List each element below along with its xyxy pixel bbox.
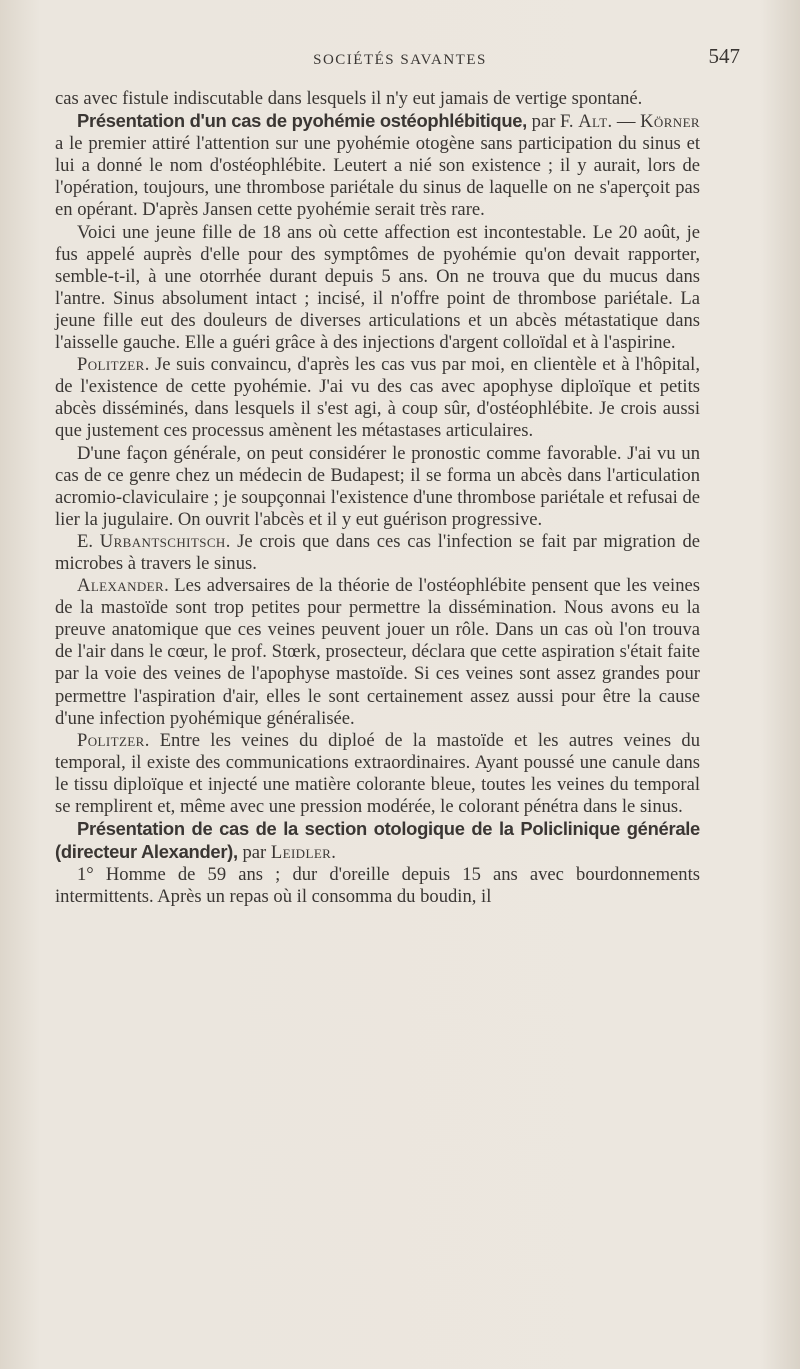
running-head bbox=[60, 44, 740, 74]
paragraph-text: . Je suis convaincu, d'après les cas vus par moi, en clientèle et à l'hôpital, de l'existence de cette pyohémie. J'ai vu des cas avec apophyse diploïque et petits abcès disséminés, dans lesquels il s'est agi, à coup sûr, d'ostéophlébite. Je crois aussi que justement ces processus amènent les métastases articulaires. bbox=[55, 354, 700, 442]
byline-suffix: . bbox=[331, 842, 336, 864]
author-name: Alt bbox=[578, 111, 608, 133]
paragraph-text: a le premier attiré l'attention sur une pyohémie otogène sans participation du sinus et lui a donné le nom d'ostéophlébite. Leutert a nié son existence ; il y aurait, lors de l'opération, toujours, une thrombose pariétale du sinus de laquelle on ne s'aperçoit pas en opérant. D'après Jansen cette pyohémie serait très rare. bbox=[55, 133, 700, 221]
paragraph-text: . Les adversaires de la théorie de l'ostéophlébite pensent que les veines de la mastoïde sont trop petites pour permettre la dissémination. Nous avons eu la preuve anatomique que ces veines peuvent jouer un rôle. Dans un cas où l'on trouva de l'air dans le cœur, le prof. Stœrk, prosecteur, déclara que cette aspiration s'était faite par la voie des veines de l'apophyse mastoïde. Si ces veines sont assez grandes pour permettre l'aspiration d'air, elles le sont certainement assez aussi pour être la cause d'une infection pyohémique généralisée. bbox=[55, 575, 700, 729]
section-heading-paragraph bbox=[55, 110, 700, 221]
speaker-name: Alexander bbox=[77, 575, 165, 597]
speaker-name: Politzer bbox=[77, 354, 145, 376]
paragraph-text: . Entre les veines du diploé de la mastoïde et les autres veines du temporal, il existe des communications extraordinaires. Ayant poussé une canule dans le tissu diploïque et injecté une matière colorante bleue, toutes les veines du temporal se remplirent et, même avec une pression modérée, le colorant pénétra dans le sinus. bbox=[55, 729, 700, 817]
speaker-initial: E. bbox=[77, 530, 100, 552]
byline-prefix: par bbox=[237, 842, 271, 864]
running-title: SOCIÉTÉS SAVANTES bbox=[313, 52, 487, 68]
speaker-name: Urbantschitsch bbox=[99, 530, 226, 552]
paragraph bbox=[55, 443, 700, 531]
section-heading-paragraph bbox=[55, 818, 700, 864]
paragraph-text: Voici une jeune fille de 18 ans où cette affection est incontestable. Le 20 août, je fus appelé auprès d'elle pour des symptômes de pyohémie qu'on devait rapporter, semble-t-il, à une otorrhée durant depuis 5 ans. On ne trouva que du mucus dans l'antre. Sinus absolument intact ; incisé, il n'offre point de thrombose pariétale. La jeune fille eut des douleurs de diverses articulations et un abcès métastatique dans l'aisselle gauche. Elle a guéri grâce à des injections d'argent colloïdal et à l'aspirine. bbox=[55, 221, 700, 354]
paragraph-text: 1° Homme de 59 ans ; dur d'oreille depuis 15 ans avec bourdonnements intermittents. Après un repas où il consomma du boudin, il bbox=[55, 864, 700, 908]
paragraph-text: D'une façon générale, on peut considérer le pronostic comme favorable. J'ai vu un cas de ce genre chez un médecin de Budapest; il se forma un abcès dans l'articulation acromio-claviculaire ; je soupçonnai l'existence d'une thrombose pariétale et refusai de lier la jugulaire. On ouvrit l'abcès et il y eut guérison progressive. bbox=[55, 442, 700, 530]
speaker-name: Körner bbox=[640, 111, 700, 133]
paragraph-text: . Je crois que dans ces cas l'infection se fait par migration de microbes à travers le sinus. bbox=[55, 530, 701, 574]
paragraph-text: cas avec fistule indiscutable dans lesquels il n'y eut jamais de vertige spontané. bbox=[55, 88, 643, 109]
paragraph bbox=[55, 575, 700, 730]
paragraph bbox=[55, 864, 700, 908]
section-heading: Présentation de cas de la section otologique de la Policlinique générale (directeur Alexander), bbox=[55, 818, 700, 863]
paragraph bbox=[55, 222, 700, 355]
paragraph bbox=[55, 88, 700, 110]
page-number: 547 bbox=[708, 44, 740, 68]
paragraph bbox=[55, 730, 700, 818]
body-text bbox=[55, 88, 700, 908]
section-heading: Présentation d'un cas de pyohémie ostéophlébitique, bbox=[77, 110, 527, 132]
paragraph bbox=[55, 354, 700, 442]
speaker-name: Politzer bbox=[77, 729, 145, 751]
author-name: Leidler bbox=[270, 842, 332, 864]
byline-prefix: par F. bbox=[527, 111, 579, 133]
byline-suffix: . — bbox=[607, 111, 641, 133]
paragraph bbox=[55, 531, 700, 575]
